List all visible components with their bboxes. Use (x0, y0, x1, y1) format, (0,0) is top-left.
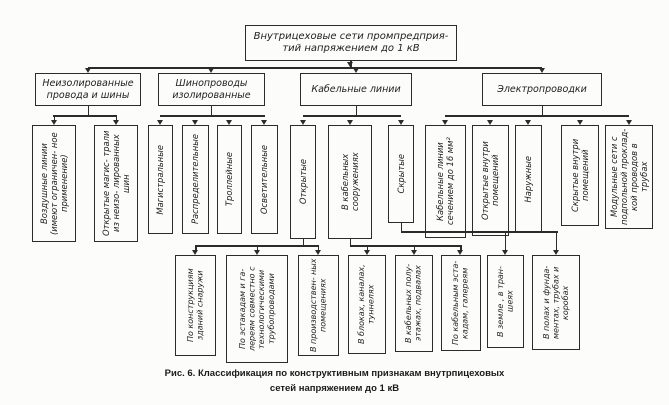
node-open-busbar-trunks (94, 125, 138, 242)
node-trolley-busways (217, 125, 242, 234)
node-label: Открытые внутри помещений (480, 141, 501, 220)
node-bare-wires (35, 73, 141, 106)
connector-line (505, 231, 507, 251)
node-cable-structures (328, 125, 372, 239)
node-in-floors-foundations-pipes-ducts (532, 255, 580, 350)
node-label: В кабельных полу- этажах, подвалах (404, 263, 423, 344)
connector-line (356, 106, 358, 115)
node-lighting-busways (251, 125, 278, 234)
figure-caption-line1: Рис. 6. Классификация по конструктивным признакам внутрпицеховых (164, 368, 505, 379)
connector-line (445, 115, 629, 117)
node-label: Осветительные (259, 144, 270, 215)
node-label: Неизолированные провода и шины (42, 77, 134, 101)
figure-caption (0, 366, 669, 396)
connector-line (556, 231, 558, 251)
connector-line (401, 231, 558, 233)
node-label: Модульные сети с подпольной проклад- кой проводов в трубах (608, 128, 650, 226)
node-label: В кабельных сооружениях (339, 152, 360, 212)
node-distribution-busways (182, 125, 209, 234)
node-label: По эстакадам и га- лереям совместно с технологическими трубопроводами (237, 266, 276, 352)
node-root-label: Внутрицеховые сети промпредприя- тий напряжением до 1 кВ (253, 30, 449, 54)
connector-line (211, 106, 213, 115)
node-label: Наружные (523, 155, 534, 203)
node-label: Электропроводки (497, 83, 587, 95)
node-label: В полах и фунда- ментах, трубах и коробах (541, 265, 570, 340)
figure-caption-line2: сетей напряжением до 1 кВ (269, 383, 400, 394)
node-in-cable-halffloors-basements (395, 255, 433, 352)
node-in-production-rooms (298, 255, 339, 356)
connector-line (542, 106, 544, 115)
node-overhead-lines (32, 125, 76, 242)
node-label: В блоках, каналах, туннелях (357, 264, 376, 345)
node-label: Распределительные (190, 134, 201, 225)
node-label: Кабельные линии (311, 83, 401, 95)
connector-line (303, 115, 401, 117)
node-label: По кабельным эста- кадам, галереям (451, 260, 470, 346)
connector-line (401, 223, 403, 231)
node-electrical-wiring (482, 73, 602, 106)
node-outdoor (515, 125, 542, 233)
node-label: Открытые (297, 159, 308, 205)
node-label: В земле , в тран- шеях (495, 266, 515, 337)
node-on-racks-galleries-with-pipelines (226, 255, 288, 363)
node-in-ground-trenches (487, 255, 524, 348)
connector-line (160, 115, 265, 117)
node-label: В производствен- ных помещениях (308, 258, 328, 353)
connector-line (88, 67, 542, 69)
node-cable-lines (300, 73, 412, 106)
node-open-indoor (472, 125, 509, 236)
node-label: Шинопроводы изолированные (172, 77, 251, 101)
connector-line (53, 115, 117, 117)
node-cable-up-to-16mm2 (425, 125, 466, 238)
node-in-blocks-channels-tunnels (348, 255, 386, 354)
node-label: По конструкциям зданий снаружи (185, 268, 205, 343)
node-modular-underfloor (605, 125, 653, 229)
node-label: Магистральные (155, 144, 166, 215)
node-root (245, 25, 457, 61)
node-label: Скрытые (395, 154, 406, 194)
node-open-cable (290, 125, 316, 239)
node-label: Открытые магис- трали из неизо- лированных шин (100, 130, 132, 237)
node-on-building-structures (175, 255, 216, 356)
node-busways (158, 73, 265, 106)
node-label: Воздушные линии (имеют ограничен- ное применение) (38, 132, 70, 235)
node-label: Скрытые внутри помещений (569, 138, 590, 213)
node-on-cable-racks-galleries (441, 255, 481, 351)
connector-line (88, 106, 90, 115)
node-label: Троллейные (224, 152, 235, 207)
node-hidden-indoor (561, 125, 599, 226)
node-trunk-busways (148, 125, 173, 234)
node-label: Кабельные линии сечением до 16 мм² (435, 137, 456, 226)
node-hidden-cable (388, 125, 414, 223)
